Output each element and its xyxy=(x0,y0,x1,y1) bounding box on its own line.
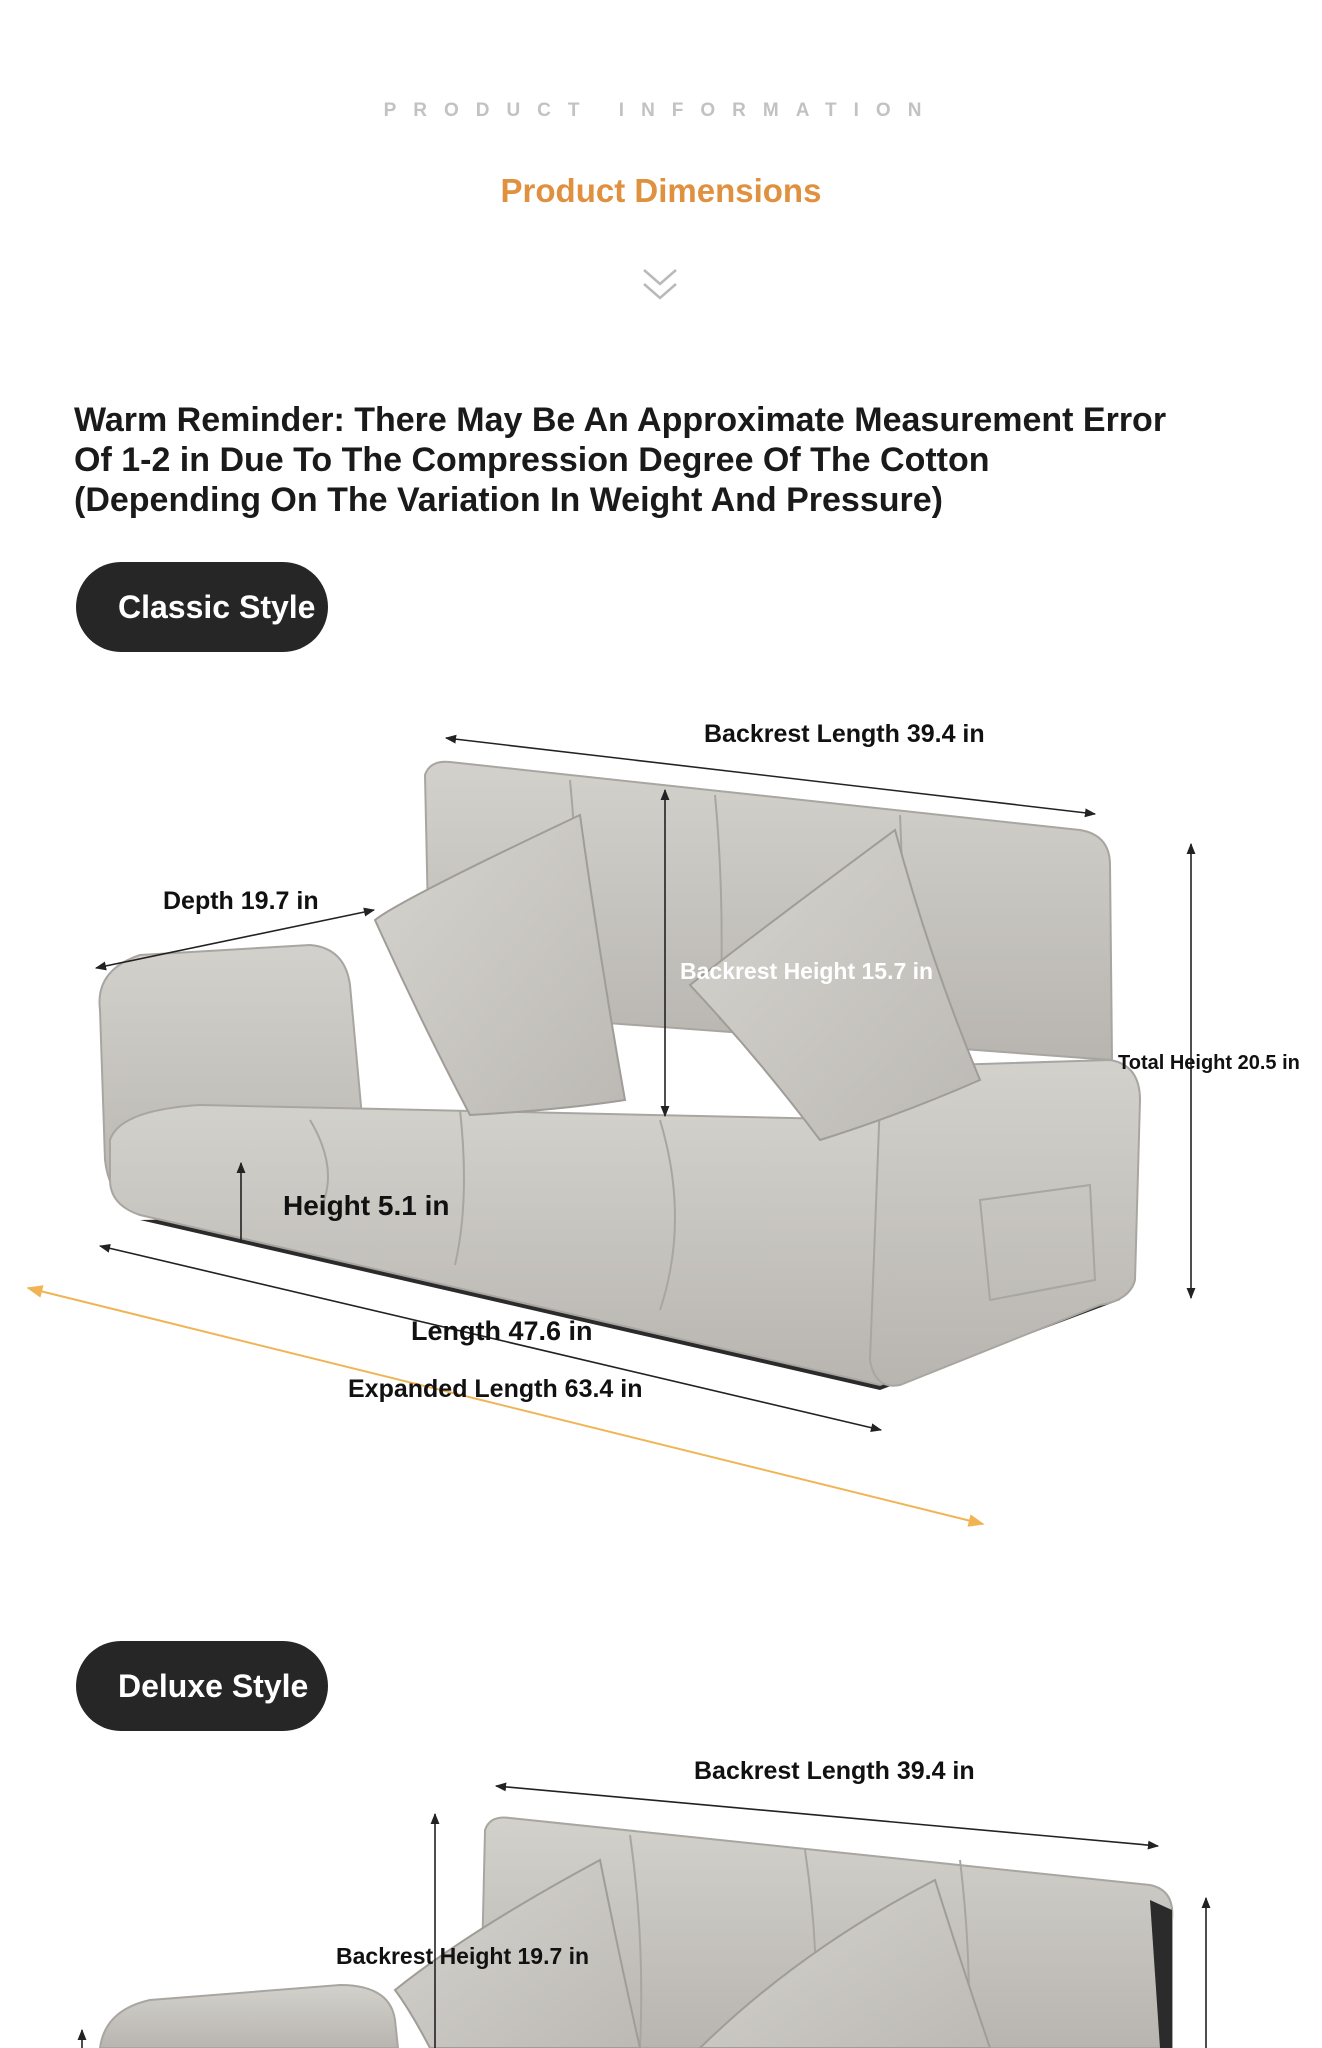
classic-backrest-length-label: Backrest Length 39.4 in xyxy=(704,720,985,748)
warm-reminder-text: Warm Reminder: There May Be An Approximate Measurement Error Of 1-2 in Due To The Compression Degree Of The Cotton (Depending On The Variation In Weight And Pressure) xyxy=(74,401,1167,519)
classic-depth-label: Depth 19.7 in xyxy=(163,887,319,915)
section-eyebrow: PRODUCT INFORMATION xyxy=(383,100,939,121)
classic-style-badge: Classic Style xyxy=(76,562,328,652)
classic-backrest-height-label: Backrest Height 15.7 in xyxy=(680,958,934,984)
classic-length-label: Length 47.6 in xyxy=(411,1316,593,1346)
classic-height-label: Height 5.1 in xyxy=(283,1190,450,1221)
classic-expanded-length-label: Expanded Length 63.4 in xyxy=(348,1375,643,1403)
classic-total-height-label: Total Height 20.5 in xyxy=(1118,1052,1300,1074)
deluxe-backrest-length-label: Backrest Length 39.4 in xyxy=(694,1757,975,1785)
section-title: Product Dimensions xyxy=(500,172,822,209)
deluxe-style-badge: Deluxe Style xyxy=(76,1641,328,1731)
classic-sofa-image xyxy=(100,762,1141,1390)
deluxe-sofa-image xyxy=(100,1818,1172,2048)
deluxe-backrest-height-label: Backrest Height 19.7 in xyxy=(336,1943,590,1969)
